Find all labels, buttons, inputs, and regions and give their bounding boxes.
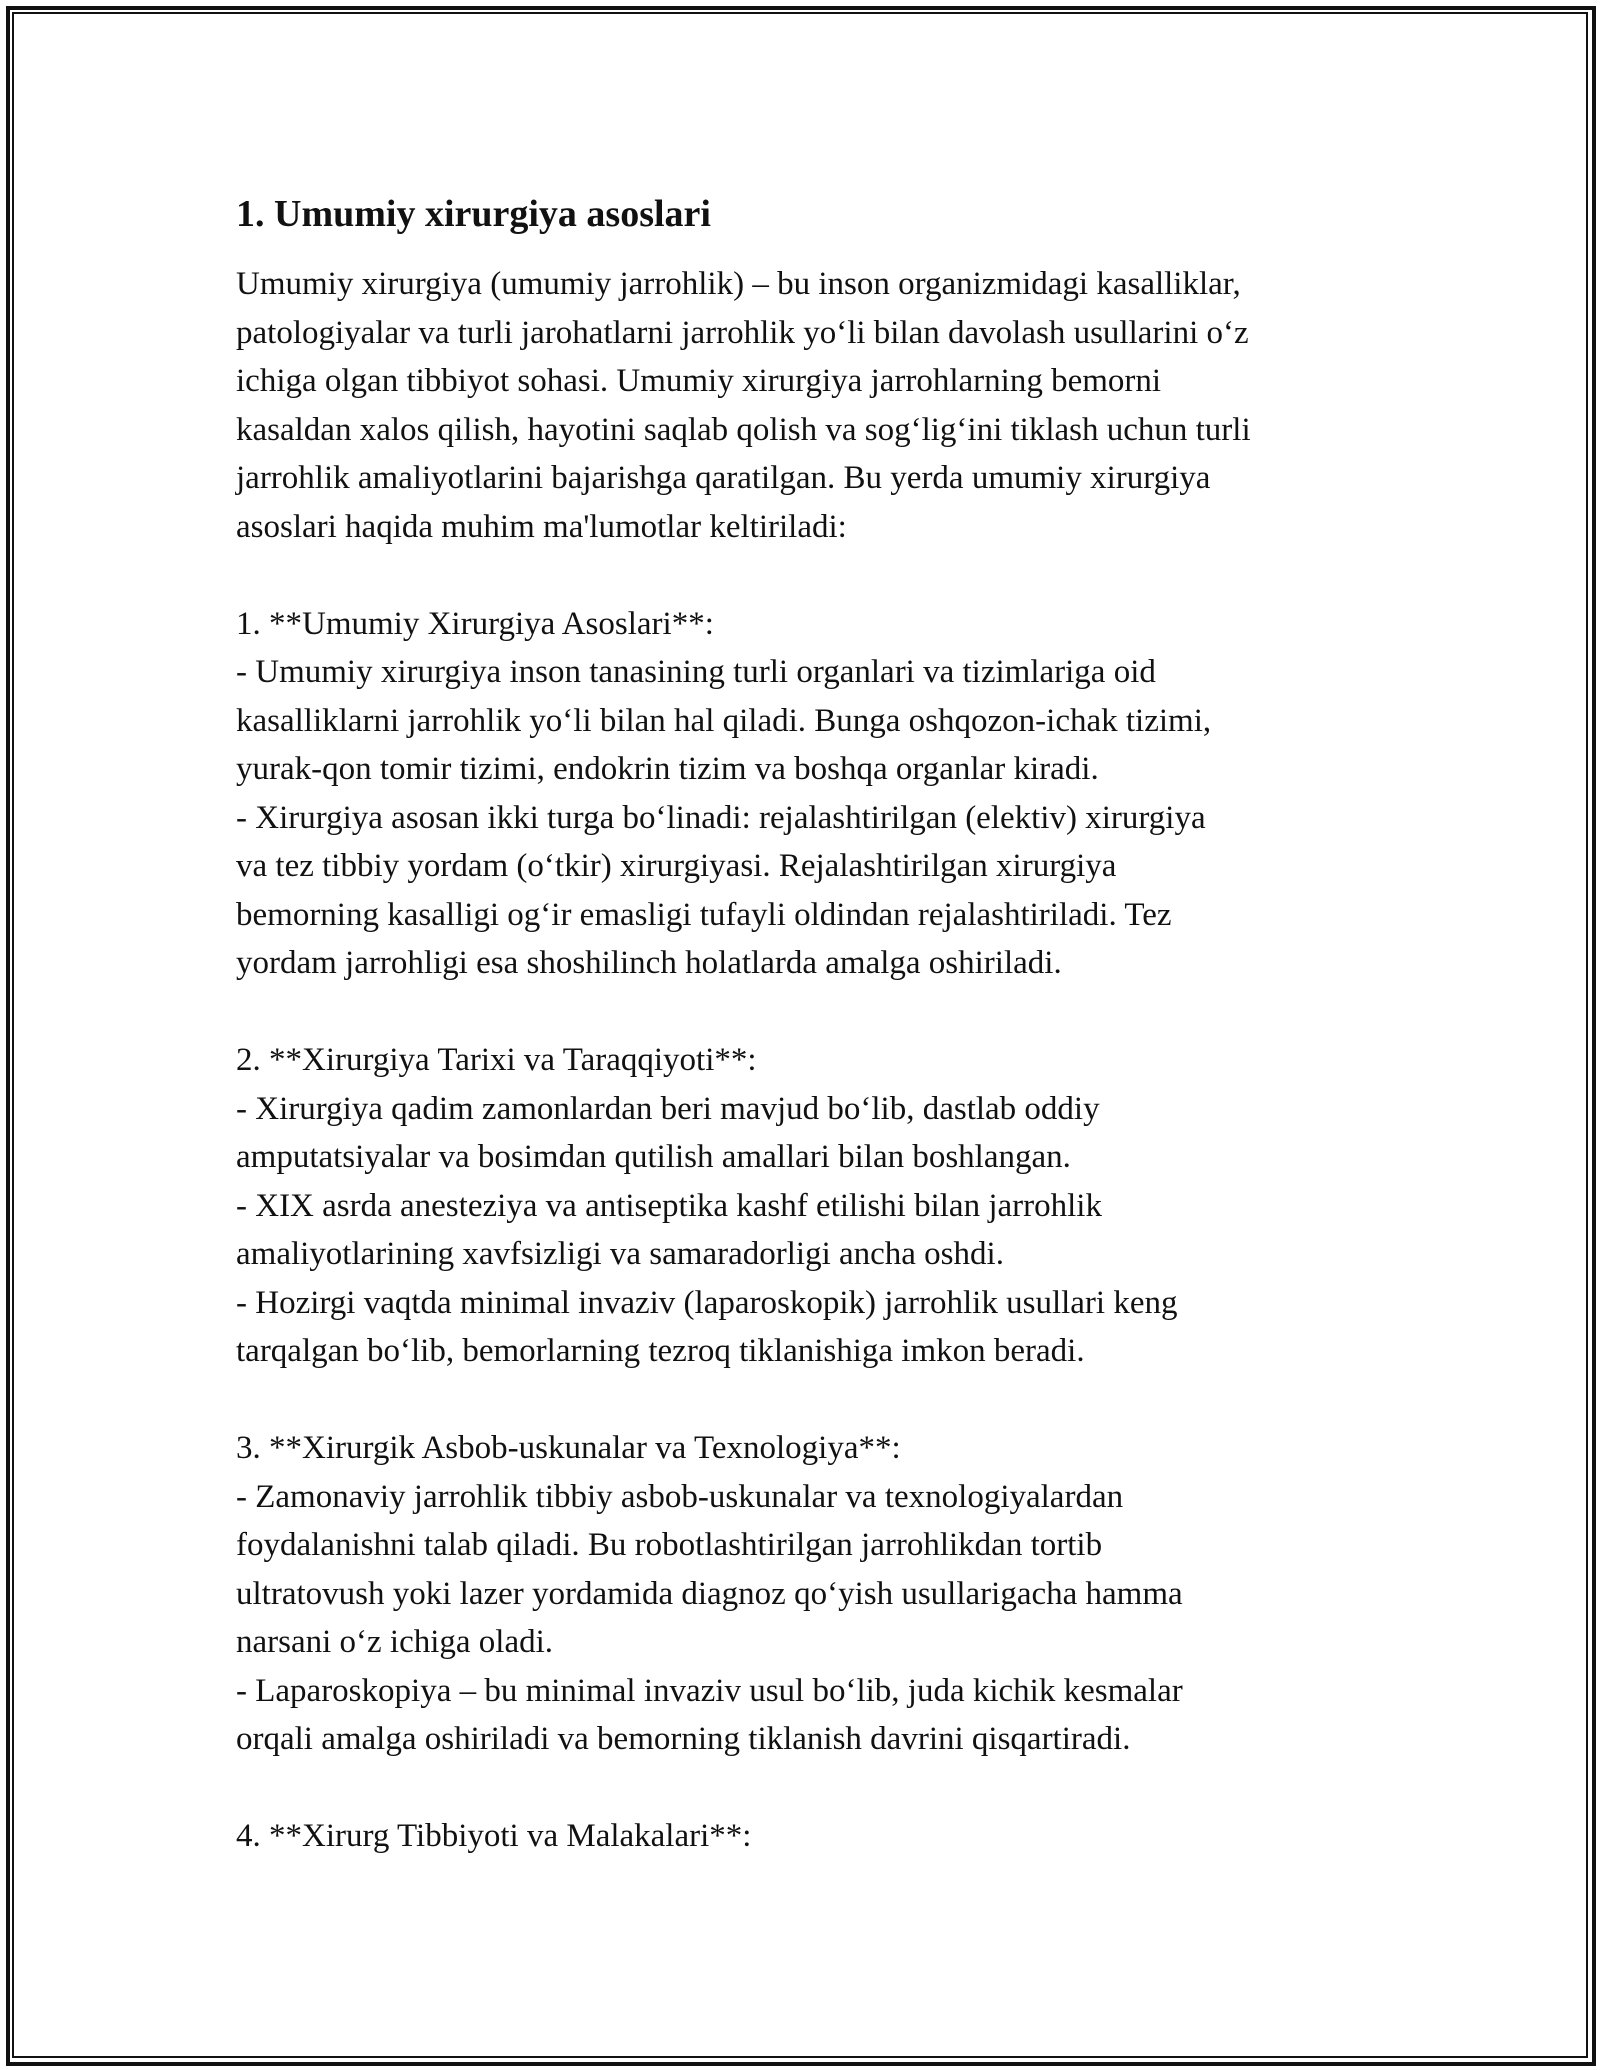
paragraph-spacer	[236, 1376, 1396, 1425]
document-title: 1. Umumiy xirurgiya asoslari	[236, 193, 711, 235]
paragraph-spacer	[236, 551, 1396, 600]
section-3: 3. **Xirurgik Asbob-uskunalar va Texnologiya**: - Zamonaviy jarrohlik tibbiy asbob-uskunalar va texnologiyalardan foydalanishni talab qiladi. Bu robotlashtirilgan jarrohlikdan tortib ultratovush yoki lazer yordamida diagnoz qo‘yish usullarigacha hamma narsani o‘z ichiga oladi. - Laparoskopiya – bu minimal invaziv usul bo‘lib, juda kichik kesmalar orqali amalga oshiriladi va bemorning tiklanish davrini qisqartiradi.	[236, 1430, 1183, 1757]
intro-paragraph: Umumiy xirurgiya (umumiy jarrohlik) – bu inson organizmidagi kasalliklar, patologiyalar va turli jarohatlarni jarrohlik yo‘li bilan davolash usullarini o‘z ichiga olgan tibbiyot sohasi. Umumiy xirurgiya jarrohlarning bemorni kasaldan xalos qilish, hayotini saqlab qolish va sog‘lig‘ini tiklash uchun turli jarrohlik amaliyotlarini bajarishga qaratilgan. Bu yerda umumiy xirurgiya asoslari haqida muhim ma'lumotlar keltiriladi:	[236, 266, 1251, 545]
section-1: 1. **Umumiy Xirurgiya Asoslari**: - Umumiy xirurgiya inson tanasining turli organlari va tizimlariga oid kasalliklarni jarrohlik yo‘li bilan hal qiladi. Bunga oshqozon-ichak tizimi, yurak-qon tomir tizimi, endokrin tizim va boshqa organlar kiradi. - Xirurgiya asosan ikki turga bo‘linadi: rejalashtirilgan (elektiv) xirurgiya va tez tibbiy yordam (o‘tkir) xirurgiyasi. Rejalashtirilgan xirurgiya bemorning kasalligi og‘ir emasligi tufayli oldindan rejalashtiriladi. Tez yordam jarrohligi esa shoshilinch holatlarda amalga oshiriladi.	[236, 605, 1212, 981]
paragraph-spacer	[236, 988, 1396, 1037]
section-4-heading: 4. **Xirurg Tibbiyoti va Malakalari**:	[236, 1818, 752, 1854]
document-body	[236, 188, 1396, 1861]
paragraph-spacer	[236, 1764, 1396, 1813]
section-2: 2. **Xirurgiya Tarixi va Taraqqiyoti**: - Xirurgiya qadim zamonlardan beri mavjud bo‘lib, dastlab oddiy amputatsiyalar va bosimdan qutilish amallari bilan boshlangan. - XIX asrda anesteziya va antiseptika kashf etilishi bilan jarrohlik amaliyotlarining xavfsizligi va samaradorligi ancha oshdi. - Hozirgi vaqtda minimal invaziv (laparoskopik) jarrohlik usullari keng tarqalgan bo‘lib, bemorlarning tezroq tiklanishiga imkon beradi.	[236, 1042, 1178, 1369]
